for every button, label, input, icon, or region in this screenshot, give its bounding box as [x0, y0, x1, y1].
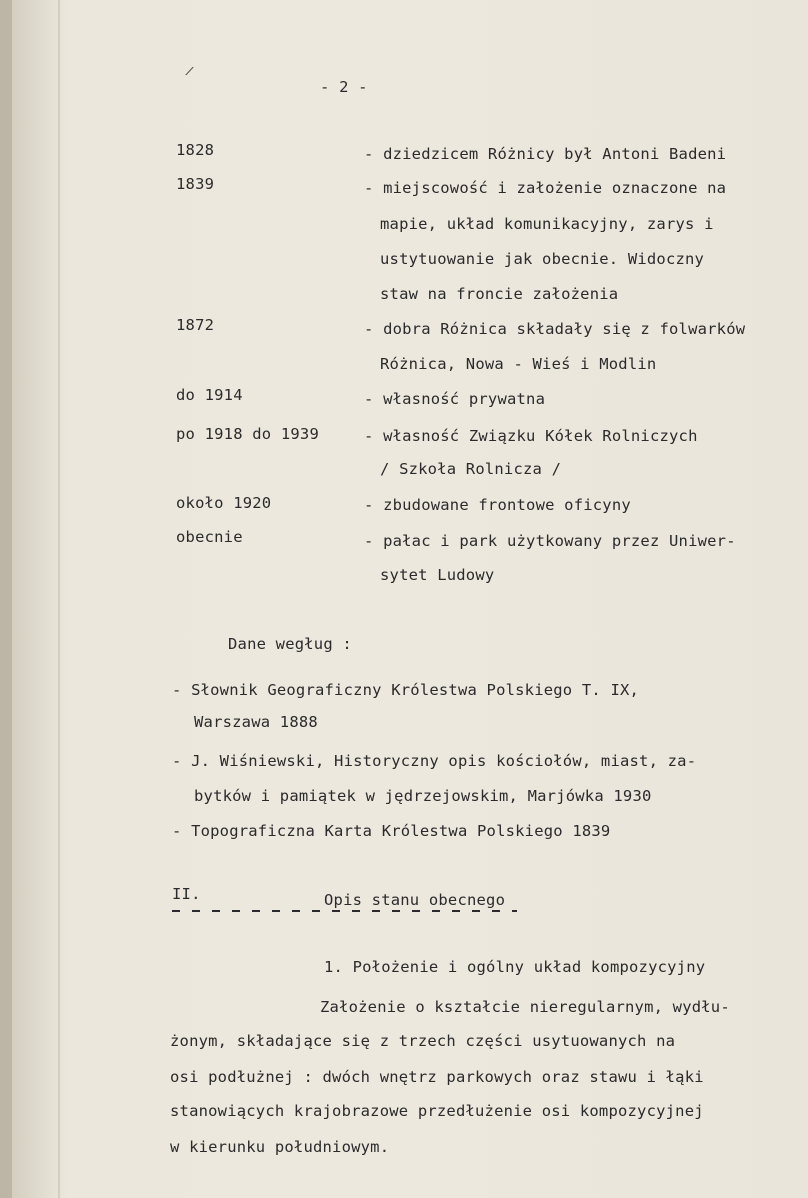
body-line: osi podłużnej : dwóch wnętrz parkowych oraz stawu i łąki	[170, 1068, 704, 1086]
chronology-entry-continued: ustytuowanie jak obecnie. Widoczny	[380, 250, 705, 268]
section-underline	[172, 910, 517, 912]
chronology-date: 1872	[176, 316, 215, 334]
chronology-entry-continued: sytet Ludowy	[380, 566, 495, 584]
chronology-entry-continued: mapie, układ komunikacyjny, zarys i	[380, 215, 714, 233]
chronology-entry: - własność prywatna	[364, 390, 546, 408]
chronology-date: 1839	[176, 175, 215, 193]
chronology-entry-continued: Różnica, Nowa - Wieś i Modlin	[380, 355, 657, 373]
body-line: żonym, składające się z trzech części usytuowanych na	[170, 1032, 676, 1050]
chronology-date: po 1918 do 1939	[176, 425, 319, 443]
source-entry-continued: Warszawa 1888	[194, 713, 318, 731]
source-entry: - J. Wiśniewski, Historyczny opis kościołów, miast, za-	[172, 752, 697, 770]
chronology-date: do 1914	[176, 386, 243, 404]
source-entry: - Słownik Geograficzny Królestwa Polskiego T. IX,	[172, 681, 640, 699]
page-number: - 2 -	[320, 78, 368, 96]
chronology-entry: - pałac i park użytkowany przez Uniwer-	[364, 532, 736, 550]
section-number: II.	[172, 885, 201, 903]
body-line: stanowiących krajobrazowe przedłużenie osi kompozycyjnej	[170, 1102, 704, 1120]
chronology-date: 1828	[176, 141, 215, 159]
chronology-entry: - zbudowane frontowe oficyny	[364, 496, 631, 514]
page-fold-line	[58, 0, 60, 1198]
chronology-date: około 1920	[176, 494, 272, 512]
body-line: w kierunku południowym.	[170, 1138, 390, 1156]
chronology-entry: - dziedzicem Różnicy był Antoni Badeni	[364, 145, 727, 163]
chronology-entry: - dobra Różnica składały się z folwarków	[364, 320, 746, 338]
subsection-title: 1. Położenie i ogólny układ kompozycyjny	[324, 958, 706, 976]
chronology-entry: - miejscowość i założenie oznaczone na	[364, 179, 727, 197]
page-binding-edge	[0, 0, 12, 1198]
pencil-mark: /	[184, 63, 196, 79]
chronology-entry: - własność Związku Kółek Rolniczych	[364, 427, 698, 445]
source-entry: - Topograficzna Karta Królestwa Polskiego 1839	[172, 822, 611, 840]
body-line: Założenie o kształcie nieregularnym, wydłu-	[320, 998, 730, 1016]
chronology-date: obecnie	[176, 528, 243, 546]
chronology-entry-continued: / Szkoła Rolnicza /	[380, 460, 562, 478]
sources-heading: Dane wegług :	[228, 635, 352, 653]
source-entry-continued: bytków i pamiątek w jędrzejowskim, Marjówka 1930	[194, 787, 652, 805]
section-title: Opis stanu obecnego	[324, 891, 506, 909]
chronology-entry-continued: staw na froncie założenia	[380, 285, 619, 303]
